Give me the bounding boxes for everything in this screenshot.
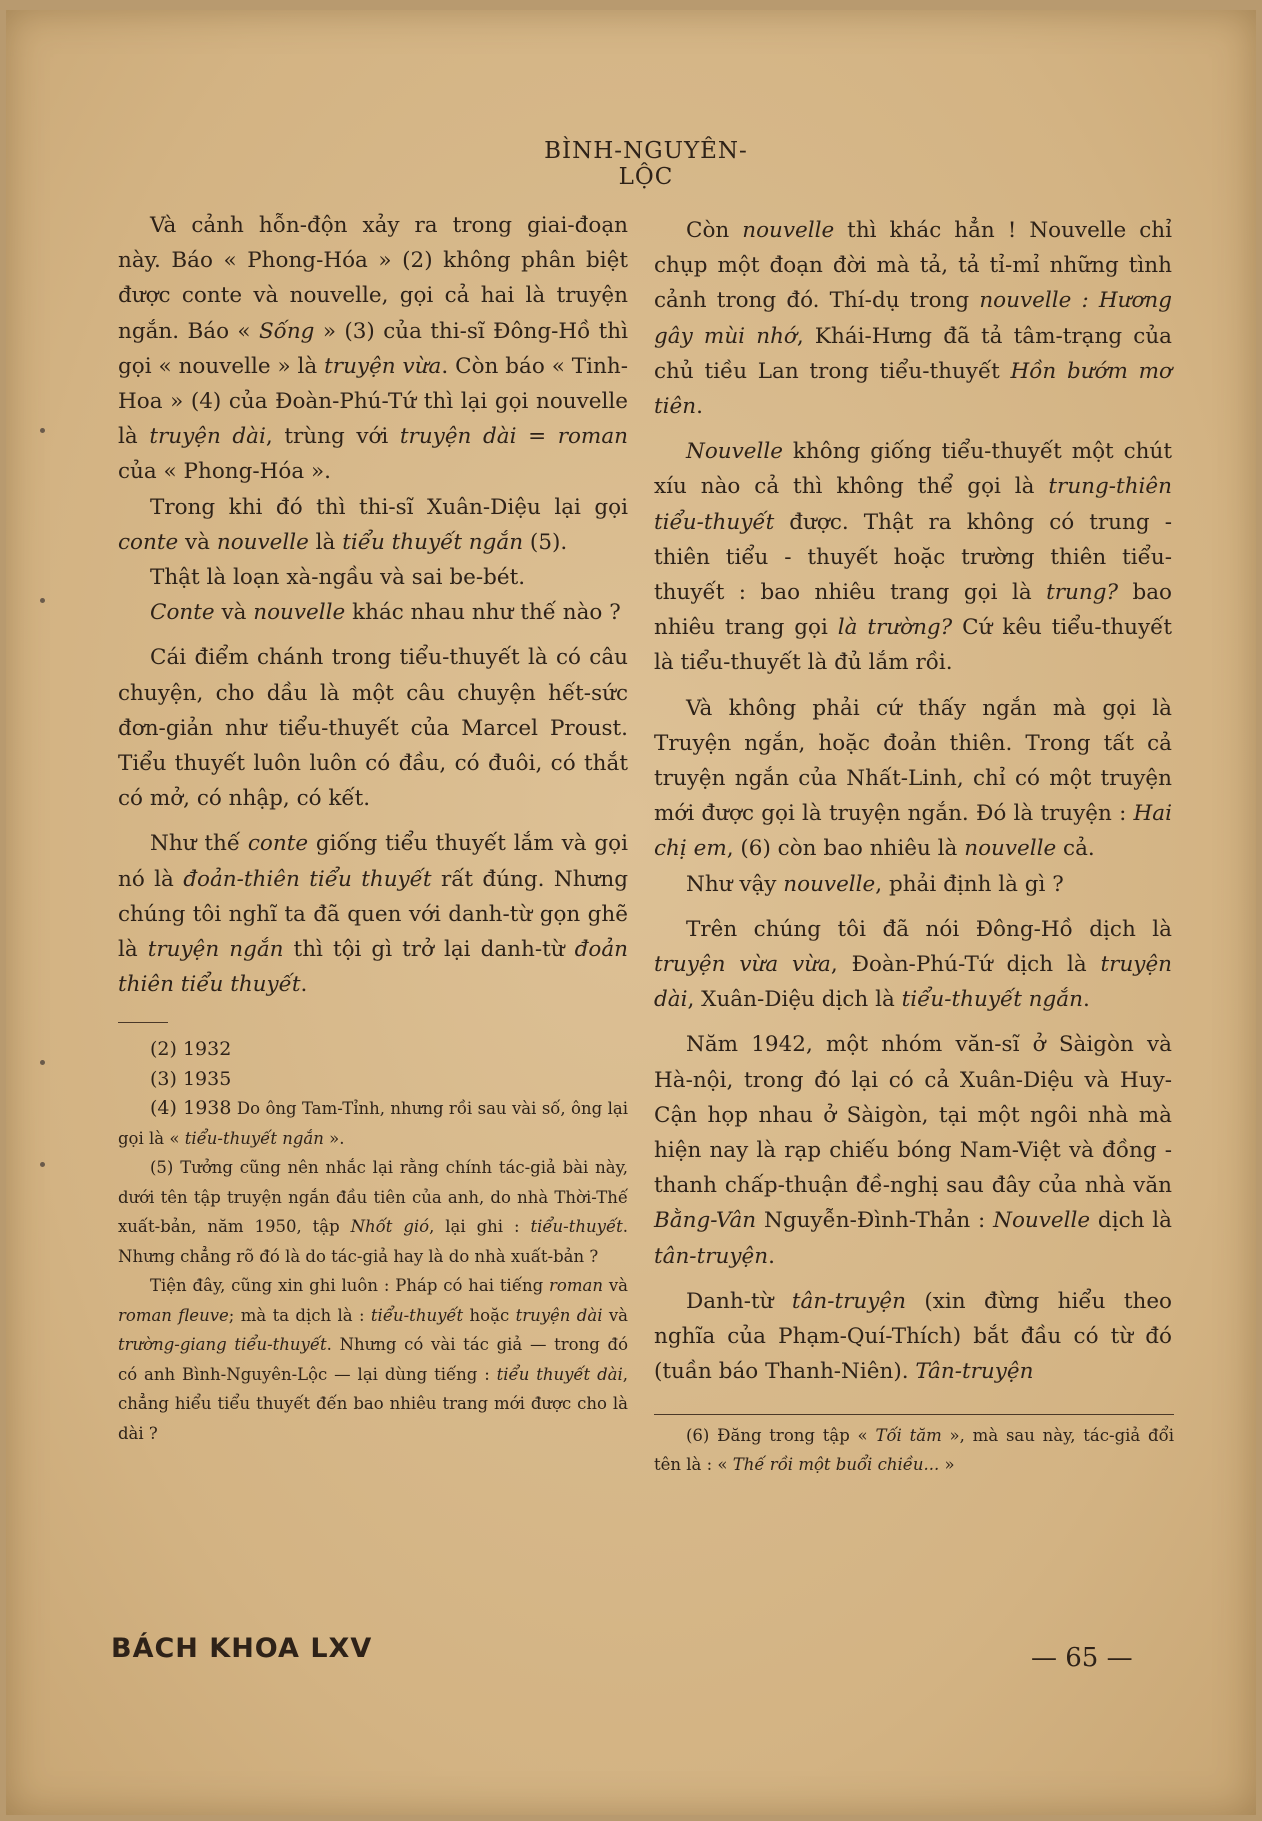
text-italic: truyện dài — [149, 424, 266, 450]
text-italic: Nouvelle — [993, 1208, 1091, 1234]
text: dịch là — [1090, 1208, 1172, 1234]
text-italic: Tân-truyện — [915, 1359, 1034, 1385]
text: , phải định là gì ? — [875, 871, 1064, 897]
text: hoặc — [463, 1305, 516, 1325]
text: và — [214, 600, 254, 626]
footnote — [654, 1421, 1174, 1480]
text: (xin đừng hiểu theo nghĩa của Phạm-Quí-Thích) bắt đầu có từ đó (tuần báo Thanh-Niên). — [654, 1288, 1172, 1385]
text: , lại ghi : — [429, 1217, 531, 1237]
text-italic: Hồn bướm mơ tiên — [654, 358, 1172, 420]
text-italic: truyện ngắn — [147, 937, 284, 963]
paragraph — [118, 208, 628, 490]
text: cả. — [1056, 836, 1095, 862]
text-italic: Nouvelle — [686, 439, 783, 465]
text: » — [939, 1455, 955, 1474]
text-italic: là trường? — [837, 615, 953, 641]
text: (5). — [523, 529, 568, 555]
text: » (3) của thi-sĩ Đông-Hồ thì gọi « nouvelle » là — [118, 318, 628, 379]
text-italic: trường-giang tiểu-thuyết — [118, 1335, 327, 1355]
text-italic: roman fleuve — [118, 1305, 229, 1325]
footnote — [118, 1153, 628, 1271]
magazine-page — [6, 10, 1256, 1815]
text: Và cảnh hỗn-độn xảy ra trong giai-đoạn này. Báo « Phong-Hóa » (2) không phân biệt được conte và nouvelle, gọi cả hai là truyện ngắn. Báo « — [118, 213, 628, 344]
text: ; mà ta dịch là : — [228, 1305, 371, 1325]
text: Trong khi đó thì thi-sĩ Xuân-Diệu lại gọi — [150, 494, 628, 520]
text: . Nhưng chẳng rõ đó là do tác-giả hay là do nhà xuất-bản ? — [118, 1217, 628, 1266]
paragraph: Thật là loạn xà-ngầu và sai be-bét. — [150, 565, 526, 591]
text: , (6) còn bao nhiêu là — [726, 836, 965, 862]
right-column — [654, 213, 1172, 1480]
footnote: (2) 1932 — [150, 1038, 232, 1061]
text-italic: đoản thiên tiểu thuyết — [118, 937, 629, 998]
text: . — [768, 1243, 775, 1269]
text: và — [178, 529, 217, 555]
text: thì tội gì trở lại danh-từ — [283, 937, 575, 963]
text-italic: nouvelle — [742, 218, 835, 243]
text: (4) 1938 — [150, 1097, 232, 1120]
paragraph — [654, 1284, 1172, 1390]
text: Danh-từ — [686, 1288, 792, 1314]
text-italic: Conte — [150, 600, 215, 626]
text: Tiện đây, cũng xin ghi luôn : Pháp có hai tiếng — [150, 1276, 550, 1296]
text: bao nhiêu trang gọi — [654, 580, 1172, 641]
text-italic: conte — [247, 831, 309, 857]
text: Còn — [686, 218, 743, 243]
text-italic: trung? — [1046, 580, 1119, 606]
page-number: — 65 — — [1031, 1643, 1133, 1673]
text: Năm 1942, một nhóm văn-sĩ ở Sàigòn và Hà-nội, trong đó lại có cả Xuân-Diệu và Huy-Cận họp nhau ở Sàigòn, tại một ngôi nhà mà hiện nay là rạp chiếu bóng Nam-Việt và đồng - thanh chấp-thuận đề-nghị sau đây của nhà văn — [654, 1032, 1172, 1199]
text-italic: tiểu-thuyết ngắn — [901, 987, 1083, 1013]
paragraph — [654, 213, 1172, 424]
text-italic: truyện vừa vừa — [654, 952, 831, 978]
text: giống tiểu thuyết lắm và gọi nó là — [118, 831, 628, 892]
text: Cứ kêu tiểu-thuyết là tiểu-thuyết là đủ lắm rồi. — [654, 615, 1172, 676]
paragraph: Cái điểm chánh trong tiểu-thuyết là có câu chuyện, cho dầu là một câu chuyện hết-sức đơn-giản như tiểu-thuyết của Marcel Proust. Tiểu thuyết luôn luôn có đầu, có đuôi, có thắt có mở, có nhập, có kết. — [118, 645, 628, 812]
footnotes-right — [654, 1414, 1174, 1480]
footnotes-left — [118, 1035, 628, 1448]
text-italic: nouvelle — [216, 529, 309, 555]
text: của « Phong-Hóa ». — [118, 459, 331, 485]
text: và — [602, 1276, 628, 1296]
text: . — [1082, 987, 1090, 1013]
text: . — [696, 394, 703, 420]
text-italic: roman — [549, 1276, 603, 1296]
footnote — [118, 1094, 628, 1153]
paragraph — [654, 867, 1172, 902]
margin-mark — [40, 428, 45, 433]
text: , Xuân-Diệu dịch là — [687, 987, 902, 1013]
text-italic: nouvelle : Hương gây mùi nhớ — [654, 288, 1172, 349]
text: Như thế — [150, 831, 248, 857]
text: Như vậy — [686, 871, 784, 897]
footnote — [118, 1271, 628, 1448]
paragraph — [654, 434, 1172, 680]
margin-mark — [40, 598, 45, 603]
text: , chẳng hiểu tiểu thuyết đến bao nhiêu trang mới được cho là dài ? — [118, 1364, 628, 1443]
text: thì khác hẳn ! Nouvelle chỉ chụp một đoạn đời mà tả, tả tỉ-mỉ những tình cảnh trong đó. Thí-dụ trong — [654, 218, 1173, 314]
text: . — [300, 972, 308, 998]
magazine-issue-footer: BÁCH KHOA LXV — [111, 1633, 373, 1664]
text: và — [602, 1305, 628, 1325]
text: . Còn báo « Tinh-Hoa » (4) của Đoàn-Phú-Tứ thì lại gọi nouvelle là — [118, 353, 628, 450]
text-italic: đoản-thiên tiểu thuyết — [183, 866, 432, 892]
paragraph — [654, 691, 1172, 867]
text-italic: tiểu-thuyết ngắn — [184, 1128, 324, 1148]
text: rất đúng. Nhưng chúng tôi nghĩ ta đã quen với danh-từ gọn ghẽ là — [118, 866, 628, 963]
text-italic: truyện dài = roman — [399, 424, 628, 450]
text: , trùng với — [265, 424, 400, 450]
text: Do ông Tam-Tỉnh, nhưng rồi sau vài số, ông lại gọi là « — [118, 1099, 628, 1148]
text-italic: truyện dài — [515, 1305, 603, 1325]
text-italic: Thế rồi một buổi chiều... — [732, 1455, 940, 1474]
text-italic: Tối tăm — [875, 1425, 942, 1445]
left-column — [118, 208, 628, 1448]
text: , Đoàn-Phú-Tứ dịch là — [830, 952, 1101, 978]
text-italic: tân-truyện — [791, 1288, 906, 1314]
text-italic: Nhốt gió — [350, 1217, 430, 1237]
text: được. Thật ra không có trung - thiên tiểu - thuyết hoặc trường thiên tiểu-thuyết : bao nhiêu trang gọi là — [654, 509, 1172, 606]
text: khác nhau như thế nào ? — [345, 600, 621, 626]
paragraph — [118, 490, 628, 560]
text-italic: truyện vừa — [324, 353, 442, 379]
paragraph — [654, 1027, 1172, 1273]
text-italic: tiểu thuyết dài — [496, 1364, 623, 1384]
text-italic: Hai chị em — [654, 801, 1172, 862]
text: ». — [323, 1128, 345, 1148]
text: . Nhưng có vài tác giả — trong đó có anh Bình-Nguyên-Lộc — lại dùng tiếng : — [118, 1335, 628, 1384]
text-italic: conte — [118, 529, 179, 555]
text: không giống tiểu-thuyết một chút xíu nào cả thì không thể gọi là — [654, 439, 1172, 500]
text: Trên chúng tôi đã nói Đông-Hồ dịch là — [686, 916, 1172, 942]
footnote: (3) 1935 — [150, 1067, 232, 1090]
margin-mark — [40, 1162, 45, 1167]
running-header: BÌNH-NGUYÊN-LỘC — [544, 138, 748, 190]
paragraph — [118, 595, 628, 630]
text-italic: tiểu-thuyết — [530, 1217, 623, 1237]
text: Và không phải cứ thấy ngắn mà gọi là Truyện ngắn, hoặc đoản thiên. Trong tất cả truyện ngắn của Nhất-Linh, chỉ có một truyện mới được gọi là truyện ngắn. Đó là truyện : — [654, 695, 1172, 827]
text-italic: tân-truyện — [654, 1243, 769, 1269]
paragraph — [654, 912, 1172, 1018]
text-italic: Bằng-Vân — [654, 1208, 757, 1234]
text: (6) Đăng trong tập « — [686, 1425, 876, 1445]
text-italic: nouvelle — [964, 836, 1057, 862]
text: Nguyễn-Đình-Thản : — [756, 1208, 994, 1234]
text: , Khái-Hưng đã tả tâm-trạng của chủ tiều Lan trong tiểu-thuyết — [654, 323, 1173, 384]
text-italic: Sống — [258, 318, 315, 344]
text-italic: truyện dài — [654, 952, 1173, 1013]
footnote-divider — [118, 1022, 168, 1023]
text-italic: tiểu thuyết ngắn — [342, 529, 524, 555]
text: (5) Tưởng cũng nên nhắc lại rằng chính tác-giả bài này, dưới tên tập truyện ngắn đầu tiên của anh, do nhà Thời-Thế xuất-bản, năm 1950, tập — [118, 1158, 628, 1237]
text-italic: nouvelle — [783, 871, 876, 897]
text: », mà sau này, tác-giả đổi tên là : « — [654, 1425, 1174, 1474]
text-italic: nouvelle — [253, 600, 346, 626]
paragraph — [118, 826, 628, 1002]
margin-mark — [40, 1060, 45, 1065]
text: là — [308, 529, 343, 555]
text-italic: tiểu-thuyết — [370, 1305, 464, 1325]
text-italic: trung-thiên tiểu-thuyết — [654, 474, 1172, 535]
